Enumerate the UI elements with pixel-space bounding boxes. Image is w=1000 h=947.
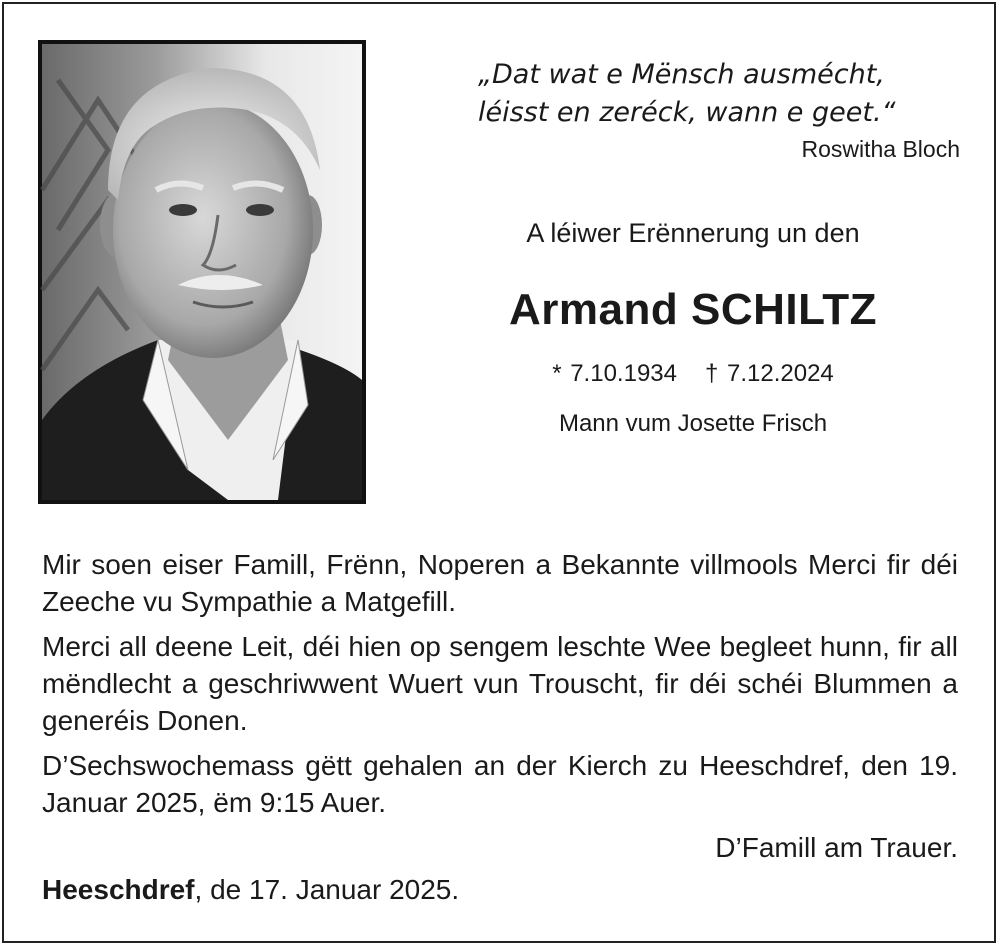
- quote-line-1: „Dat wat e Mënsch ausmécht,: [478, 59, 885, 90]
- life-dates: [400, 360, 986, 388]
- spouse-line: Mann vum Josette Frisch: [558, 410, 828, 437]
- birth-date: * 7.10.1934: [552, 360, 677, 387]
- quote-author: Roswitha Bloch: [801, 136, 960, 162]
- quote: [430, 56, 958, 132]
- gratitude-paragraph: Merci all deene Leit, déi hien op sengem leschte Wee begleet hunn, fir all mëndlecht a geschriwwent Wuert vun Trouscht, fir déi schéi Blummen a generéis Donen.: [42, 631, 958, 736]
- death-date: † 7.12.2024: [704, 360, 834, 387]
- obituary-body: [42, 546, 958, 874]
- place-date-line: [42, 874, 459, 906]
- thanks-paragraph: Mir soen eiser Famill, Frënn, Noperen a Bekannte villmools Merci fir déi Zeeche vu Sympathie a Matgefill.: [42, 549, 958, 617]
- portrait-illustration: [38, 40, 366, 504]
- deceased-name: Armand SCHILTZ: [509, 285, 877, 334]
- quote-line-2: léisst en zeréck, wann e geet.“: [478, 97, 896, 128]
- memorial-intro: A léiwer Erënnerung un den: [526, 218, 860, 248]
- place-name: Heeschdref: [42, 874, 195, 905]
- notice-date: , de 17. Januar 2025.: [194, 874, 460, 905]
- mass-paragraph: D’Sechswochemass gëtt gehalen an der Kierch zu Heeschdref, den 19. Januar 2025, ëm 9:15 Auer.: [42, 750, 958, 818]
- portrait-photo: [38, 40, 366, 504]
- family-signature: D’Famill am Trauer.: [715, 832, 958, 863]
